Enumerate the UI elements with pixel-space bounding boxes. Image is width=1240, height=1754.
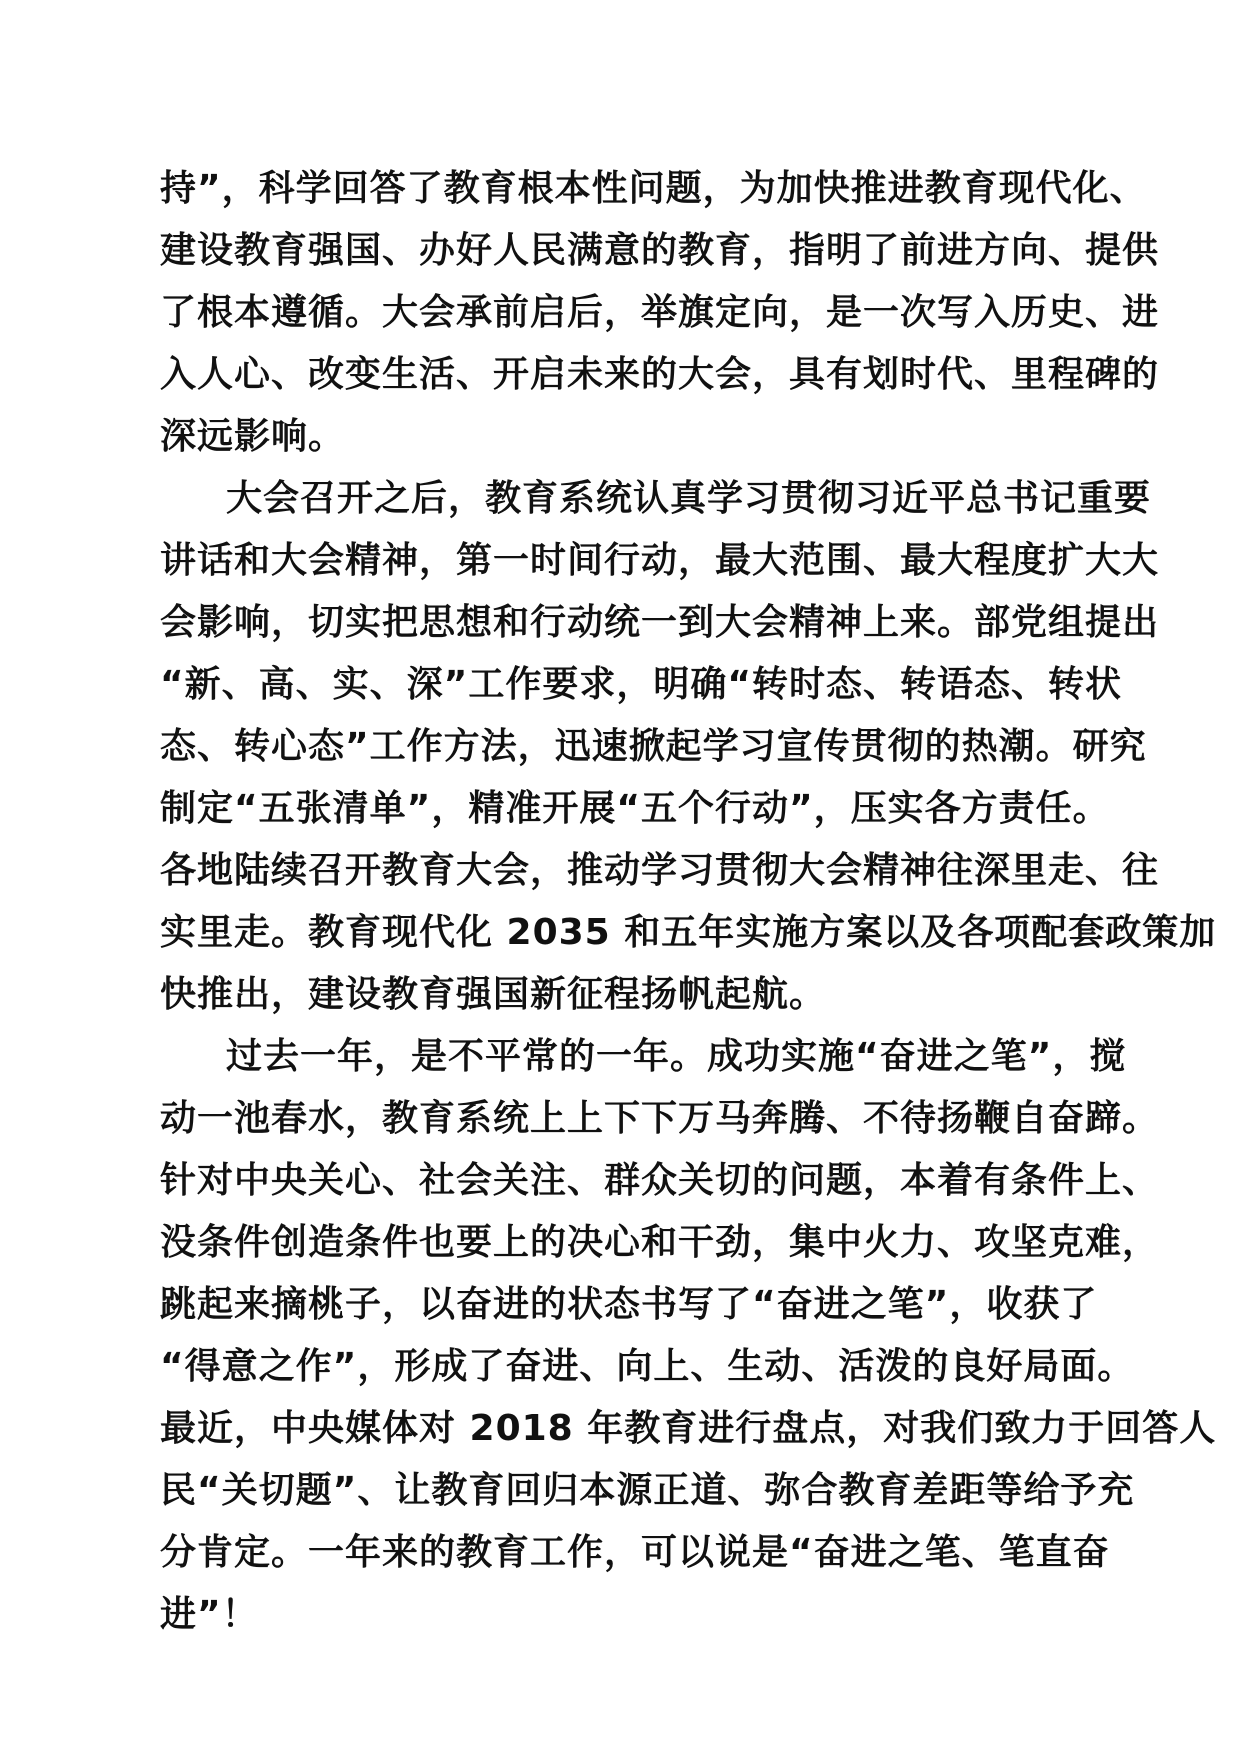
text-line: 入人心、改变生活、开启未来的大会，具有划时代、里程碑的 <box>160 354 1160 395</box>
paragraph-3 <box>160 1026 1217 1646</box>
text-line: 大会召开之后，教育系统认真学习贯彻习近平总书记重要 <box>226 478 1152 519</box>
text-line: 民“关切题”、让教育回归本源正道、弥合教育差距等给予充 <box>160 1470 1135 1511</box>
paragraph-2 <box>160 468 1217 1026</box>
text-line: 会影响，切实把思想和行动统一到大会精神上来。部党组提出 <box>160 602 1160 643</box>
text-line: 动一池春水，教育系统上上下下万马奔腾、不待扬鞭自奋蹄。 <box>160 1098 1160 1139</box>
text-line: 实里走。教育现代化 2035 和五年实施方案以及各项配套政策加 <box>160 912 1217 953</box>
text-line: 各地陆续召开教育大会，推动学习贯彻大会精神往深里走、往 <box>160 850 1160 891</box>
text-line: 分肯定。一年来的教育工作，可以说是“奋进之笔、笔直奋 <box>160 1532 1110 1573</box>
text-line: “得意之作”，形成了奋进、向上、生动、活泼的良好局面。 <box>160 1346 1135 1387</box>
text-line: 没条件创造条件也要上的决心和干劲，集中火力、攻坚克难， <box>160 1222 1160 1263</box>
text-line: 制定“五张清单”，精准开展“五个行动”，压实各方责任。 <box>160 788 1110 829</box>
text-line: 快推出，建设教育强国新征程扬帆起航。 <box>160 974 827 1015</box>
text-line: “新、高、实、深”工作要求，明确“转时态、转语态、转状 <box>160 664 1122 705</box>
text-line: 最近，中央媒体对 2018 年教育进行盘点，对我们致力于回答人 <box>160 1408 1217 1449</box>
text-line: 持”，科学回答了教育根本性问题，为加快推进教育现代化、 <box>160 168 1147 209</box>
text-line: 态、转心态”工作方法，迅速掀起学习宣传贯彻的热潮。研究 <box>160 726 1147 767</box>
text-line: 讲话和大会精神，第一时间行动，最大范围、最大程度扩大大 <box>160 540 1160 581</box>
text-line: 进”！ <box>160 1594 259 1635</box>
text-line: 过去一年，是不平常的一年。成功实施“奋进之笔”，搅 <box>226 1036 1127 1077</box>
text-line: 跳起来摘桃子，以奋进的状态书写了“奋进之笔”，收获了 <box>160 1284 1098 1325</box>
body-text <box>160 158 1217 1646</box>
text-line: 针对中央关心、社会关注、群众关切的问题，本着有条件上、 <box>160 1160 1160 1201</box>
text-line: 深远影响。 <box>160 416 346 457</box>
text-line: 了根本遵循。大会承前启后，举旗定向，是一次写入历史、进 <box>160 292 1160 333</box>
text-line: 建设教育强国、办好人民满意的教育，指明了前进方向、提供 <box>160 230 1160 271</box>
paragraph-1 <box>160 158 1160 468</box>
